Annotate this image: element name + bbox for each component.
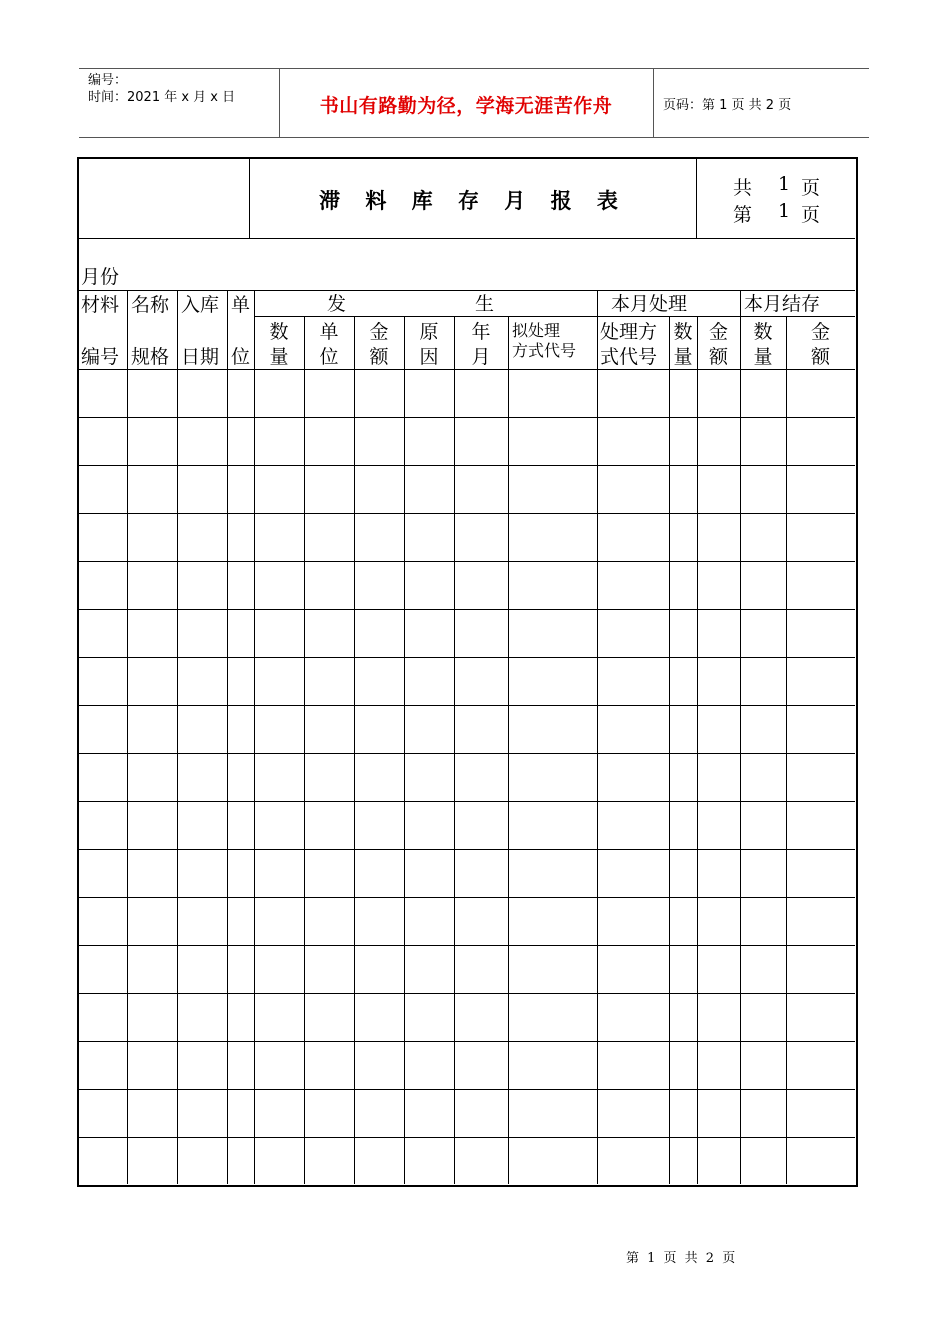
group-occur-left: 发 <box>327 293 347 315</box>
table-row <box>78 1137 855 1138</box>
header-page-info: 页码：第 1 页 共 2 页 <box>663 98 792 113</box>
title-row-border <box>78 238 855 239</box>
table-row <box>78 369 855 370</box>
table-row <box>78 609 855 610</box>
table-row <box>78 801 855 802</box>
page-footer: 第 1 页 共 2 页 <box>626 1251 738 1266</box>
column-line <box>304 316 305 1184</box>
table-row <box>78 417 855 418</box>
table-row <box>78 897 855 898</box>
column-line <box>454 316 455 1184</box>
col-inbound-top: 入库 <box>181 294 220 316</box>
col-qty: 数 量 <box>269 321 289 368</box>
header-meta <box>88 72 278 106</box>
month-label: 月份 <box>81 266 120 288</box>
col-name-top: 名称 <box>131 294 170 316</box>
col-material-top: 材料 <box>81 294 120 316</box>
col-process-qty: 数 量 <box>673 321 693 368</box>
page-current-number: 1 <box>778 200 791 222</box>
group-month-process: 本月处理 <box>611 293 688 315</box>
col-inbound-bottom: 日期 <box>181 346 220 368</box>
header-divider <box>653 69 654 137</box>
table-row <box>78 561 855 562</box>
page-total-label: 共 <box>733 177 753 199</box>
table-row <box>78 753 855 754</box>
table-row <box>78 849 855 850</box>
page-current-label: 第 <box>733 204 753 226</box>
table-row <box>78 513 855 514</box>
col-amount: 金 额 <box>369 321 389 368</box>
time-label: 时间：2021 年 x 月 x 日 <box>88 90 236 105</box>
table-row <box>78 993 855 994</box>
column-line <box>597 290 598 1184</box>
table-row <box>78 945 855 946</box>
table-row <box>78 705 855 706</box>
column-line <box>740 290 741 1184</box>
col-reason: 原 因 <box>419 321 439 368</box>
page-current <box>733 200 821 227</box>
column-line <box>669 316 670 1184</box>
form-title: 滞 料 库 存 月 报 表 <box>319 189 627 213</box>
code-label: 编号： <box>88 73 128 88</box>
col-plan-code: 拟处理 方式代号 <box>512 321 577 360</box>
column-line <box>354 316 355 1184</box>
page-total-number: 1 <box>778 173 791 195</box>
page-unit: 页 <box>801 204 821 226</box>
col-balance-qty: 数 量 <box>753 321 773 368</box>
col-balance-amount: 金 额 <box>810 321 830 368</box>
col-name-bottom: 规格 <box>131 346 170 368</box>
table-row <box>78 1041 855 1042</box>
month-row-border <box>78 290 855 291</box>
col-year-month: 年 月 <box>471 321 491 368</box>
col-unit-top: 单 <box>231 294 251 316</box>
page-unit: 页 <box>801 177 821 199</box>
col-material-bottom: 编号 <box>81 346 120 368</box>
col-unit-price: 单 位 <box>319 321 339 368</box>
col-unit-bottom: 位 <box>231 346 251 368</box>
column-line <box>786 316 787 1184</box>
column-line <box>177 290 178 1184</box>
page-total <box>733 173 821 200</box>
column-line <box>404 316 405 1184</box>
table-row <box>78 1089 855 1090</box>
header-motto: 书山有路勤为径，学海无涯苦作舟 <box>319 95 613 117</box>
group-occur-right: 生 <box>475 293 495 315</box>
column-line <box>254 290 255 1184</box>
col-process-code: 处理方 式代号 <box>600 321 658 368</box>
group-month-balance: 本月结存 <box>744 293 821 315</box>
document-header <box>79 68 869 138</box>
title-divider <box>696 158 697 238</box>
group-row-border <box>254 316 855 317</box>
column-line <box>127 290 128 1184</box>
table-row <box>78 657 855 658</box>
column-line <box>697 316 698 1184</box>
table-row <box>78 465 855 466</box>
column-line <box>508 316 509 1184</box>
column-line <box>227 290 228 1184</box>
col-process-amount: 金 额 <box>708 321 728 368</box>
